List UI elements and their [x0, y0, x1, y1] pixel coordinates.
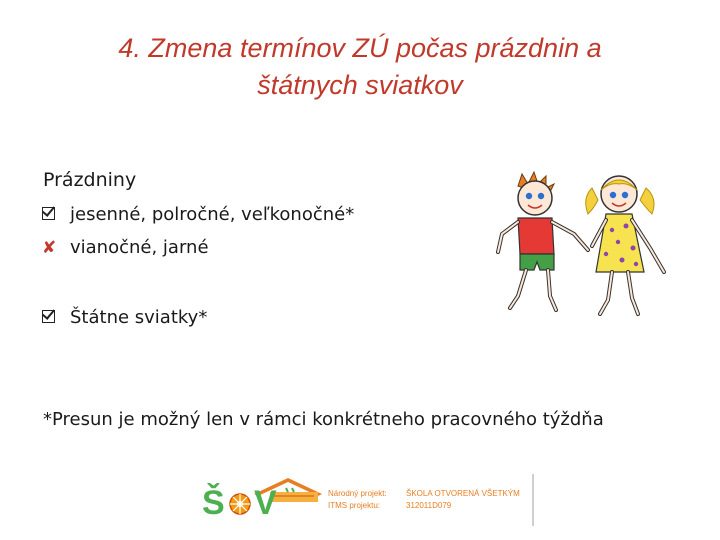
cross-icon: ✘	[42, 237, 57, 258]
itms-code: 312011D079	[406, 501, 452, 510]
check-icon	[42, 306, 64, 330]
slide-title	[60, 30, 660, 104]
project-values	[406, 488, 520, 512]
list-item-text: jesenné, polročné, veľkonočné*	[70, 204, 355, 225]
section-heading: Prázdniny	[43, 169, 137, 191]
list-item	[42, 236, 209, 260]
check-icon	[42, 203, 64, 227]
list-item	[42, 306, 207, 330]
boy-figure	[498, 172, 588, 310]
project-label: Národný projekt:	[328, 489, 387, 498]
footer-divider	[532, 474, 534, 526]
svg-text:Š: Š	[202, 484, 225, 522]
sun-icon	[230, 494, 250, 514]
girl-figure	[586, 176, 664, 314]
project-name: ŠKOLA OTVORENÁ VŠETKÝM	[406, 489, 520, 498]
footnote: *Presun je možný len v rámci konkrétneho pracovného týždňa	[43, 409, 604, 430]
itms-label: ITMS projektu:	[328, 501, 381, 510]
project-labels	[328, 488, 387, 512]
list-item	[42, 203, 354, 227]
slide-title-line-2: štátnych sviatkov	[257, 70, 463, 100]
slide-title-line-1: 4. Zmena termínov ZÚ počas prázdnin a	[118, 33, 602, 63]
list-item-text: vianočné, jarné	[70, 237, 209, 258]
svg-text:V: V	[254, 484, 277, 522]
list-item-text: Štátne sviatky*	[70, 307, 208, 328]
children-illustration	[488, 168, 678, 318]
